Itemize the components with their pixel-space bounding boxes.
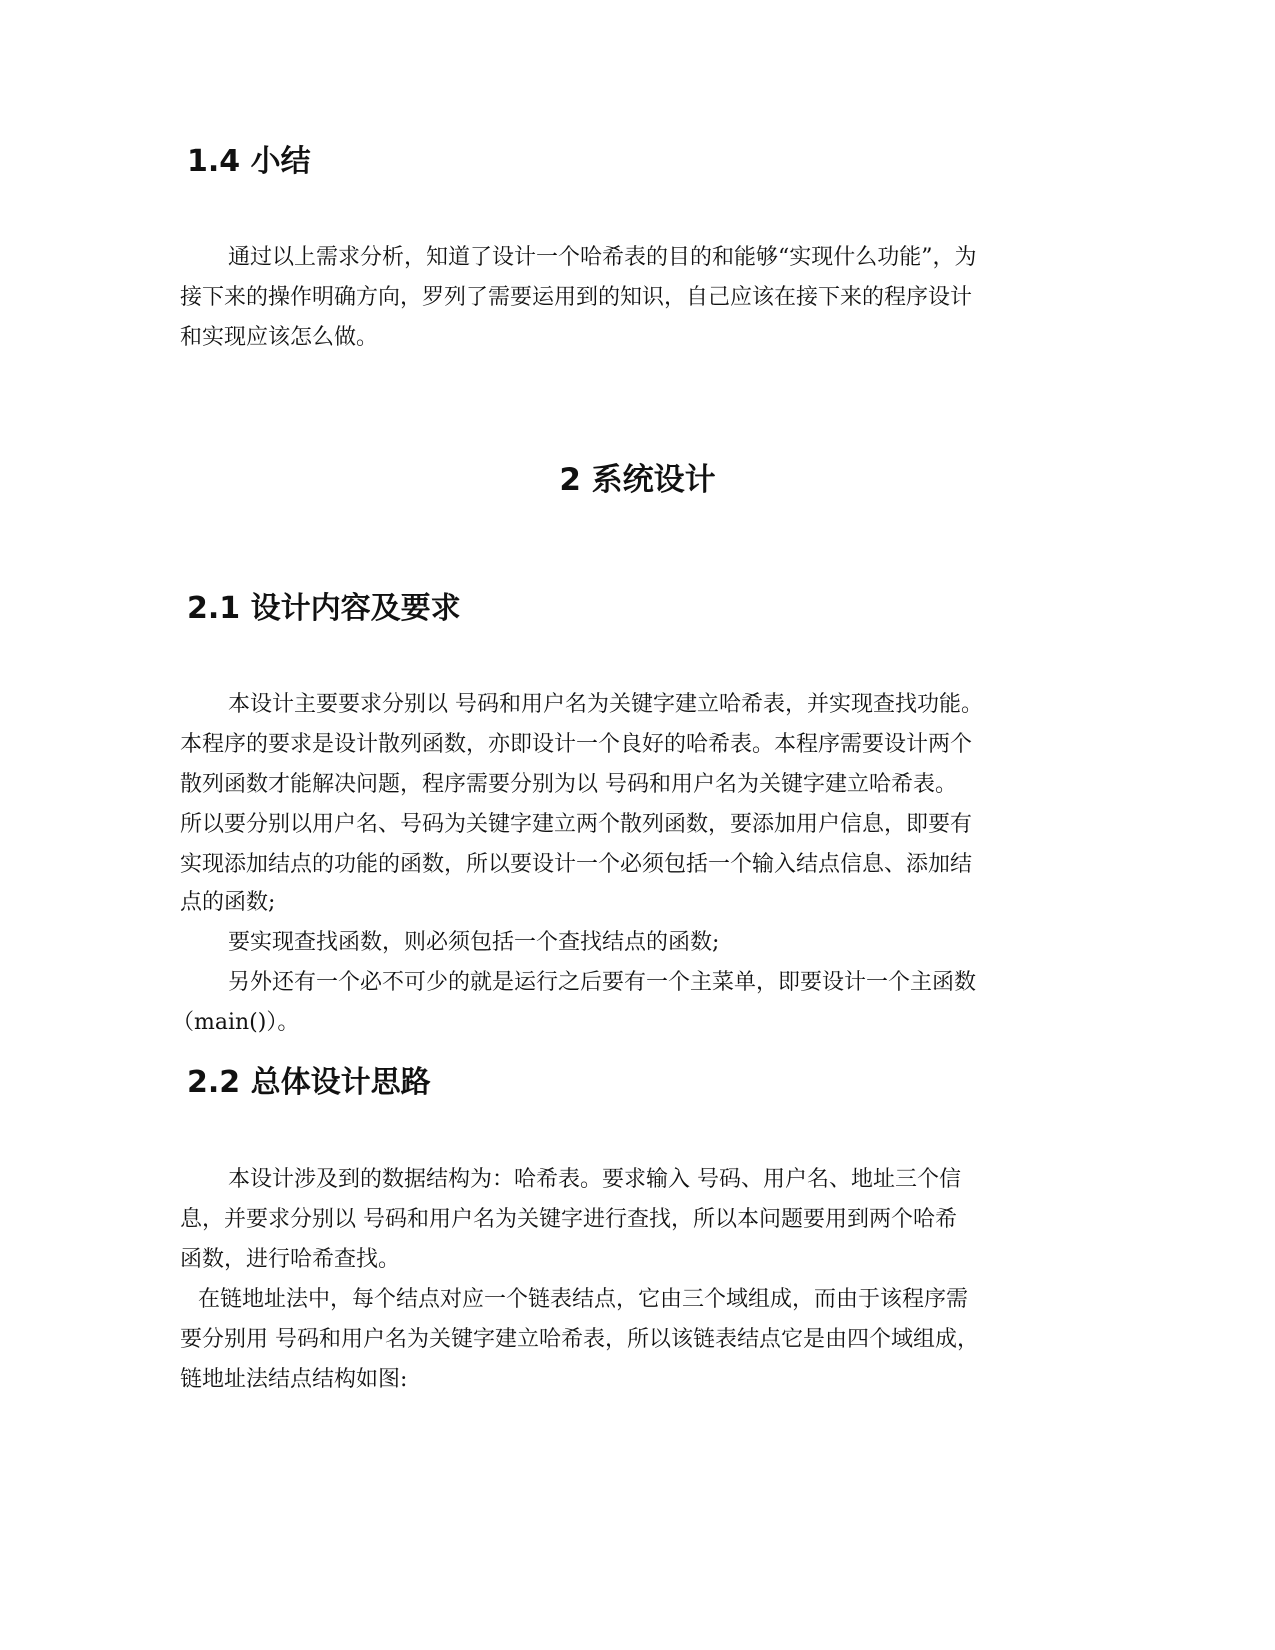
paragraph-line: 点的函数; xyxy=(180,890,276,915)
paragraph-line: 本设计主要要求分别以 号码和用户名为关键字建立哈希表，并实现查找功能。 xyxy=(228,692,983,717)
paragraph-line: 散列函数才能解决问题，程序需要分别为以 号码和用户名为关键字建立哈希表。 xyxy=(180,772,957,797)
paragraph-line: 本设计涉及到的数据结构为：哈希表。要求输入 号码、用户名、地址三个信 xyxy=(228,1167,961,1192)
section-heading-1-4: 1.4 小结 xyxy=(187,144,311,179)
paragraph-line: 要分别用 号码和用户名为关键字建立哈希表，所以该链表结点它是由四个域组成， xyxy=(180,1327,979,1352)
paragraph-line: 通过以上需求分析，知道了设计一个哈希表的目的和能够“实现什么功能”，为 xyxy=(228,245,977,270)
paragraph-line: 接下来的操作明确方向，罗列了需要运用到的知识，自己应该在接下来的程序设计 xyxy=(180,285,973,310)
paragraph-line: （main()）。 xyxy=(172,1010,300,1035)
chapter-heading-2: 2 系统设计 xyxy=(559,462,716,498)
paragraph-line: 和实现应该怎么做。 xyxy=(180,325,379,350)
paragraph-line: 链地址法结点结构如图: xyxy=(180,1367,408,1392)
paragraph-line: 在链地址法中，每个结点对应一个链表结点，它由三个域组成，而由于该程序需 xyxy=(198,1287,969,1312)
paragraph-line: 息，并要求分别以 号码和用户名为关键字进行查找，所以本问题要用到两个哈希 xyxy=(180,1207,957,1232)
section-heading-2-2: 2.2 总体设计思路 xyxy=(187,1065,431,1100)
paragraph-line: 所以要分别以用户名、号码为关键字建立两个散列函数，要添加用户信息，即要有 xyxy=(180,812,973,837)
paragraph-line: 本程序的要求是设计散列函数，亦即设计一个良好的哈希表。本程序需要设计两个 xyxy=(180,732,973,757)
paragraph-line: 要实现查找函数，则必须包括一个查找结点的函数; xyxy=(228,930,720,955)
paragraph-line: 函数，进行哈希查找。 xyxy=(180,1247,401,1272)
paragraph-line: 实现添加结点的功能的函数，所以要设计一个必须包括一个输入结点信息、添加结 xyxy=(180,852,973,877)
section-heading-2-1: 2.1 设计内容及要求 xyxy=(187,591,461,626)
paragraph-line: 另外还有一个必不可少的就是运行之后要有一个主菜单，即要设计一个主函数 xyxy=(228,970,977,995)
